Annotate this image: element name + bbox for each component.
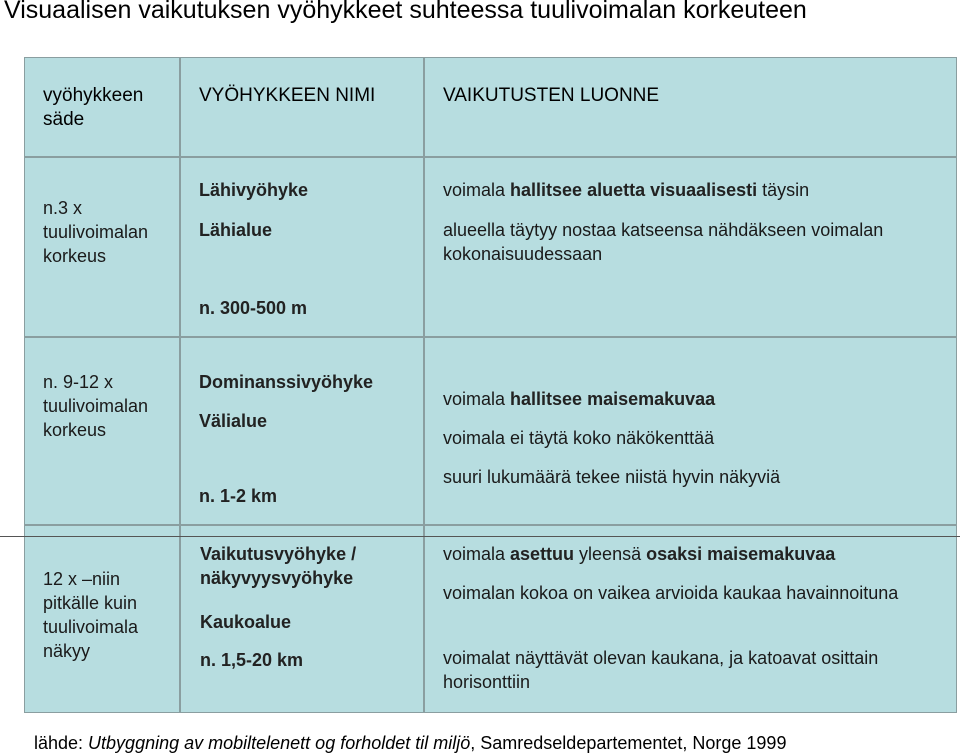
effect-line: alueella täytyy nostaa katseensa nähdäkseen voimalan kokonaisuudessaan: [443, 220, 884, 264]
zone-table: [24, 57, 957, 713]
effect-line: voimalat näyttävät olevan kaukana, ja katoavat osittain horisonttiin: [443, 648, 879, 692]
table-row-1-effects: [424, 157, 957, 337]
table-row-3-name: Vaikutusvyöhyke / näkyvyysvyöhyke Kaukoalue n. 1,5-20 km: [180, 525, 424, 713]
header-zone-name: VYÖHYKKEEN NIMI: [180, 57, 424, 157]
source-citation: lähde: Utbyggning av mobiltelenett og forholdet til miljö, Samredseldepartementet, Norge 1999: [34, 733, 787, 753]
effect-line: voimalan kokoa on vaikea arvioida kaukaa havainnoituna: [443, 583, 899, 603]
page-title: Visuaalisen vaikutuksen vyöhykkeet suhteessa tuulivoimalan korkeuteen: [4, 0, 807, 24]
table-row-3-effects: [424, 525, 957, 713]
table-row-3-radius: 12 x –niin pitkälle kuin tuulivoimala näkyy: [24, 525, 180, 713]
effect-line: voimala hallitsee maisemakuvaa: [443, 389, 716, 409]
header-radius: vyöhykkeen säde: [24, 57, 180, 157]
table-row-2-radius: n. 9-12 x tuulivoimalan korkeus: [24, 337, 180, 525]
effect-line: voimala ei täytä koko näkökenttää: [443, 428, 715, 448]
table-row-1-radius: n.3 x tuulivoimalan korkeus: [24, 157, 180, 337]
effect-line: voimala asettuu yleensä osaksi maisemakuvaa: [443, 544, 836, 564]
divider-line: [0, 536, 960, 537]
header-effects: VAIKUTUSTEN LUONNE: [424, 57, 957, 157]
effect-line: voimala hallitsee aluetta visuaalisesti täysin: [443, 180, 810, 200]
table-row-1-name: Lähivyöhyke Lähialue n. 300-500 m: [180, 157, 424, 337]
effect-line: suuri lukumäärä tekee niistä hyvin näkyviä: [443, 467, 781, 487]
table-row-2-name: Dominanssivyöhyke Välialue n. 1-2 km: [180, 337, 424, 525]
table-row-2-effects: [424, 337, 957, 525]
